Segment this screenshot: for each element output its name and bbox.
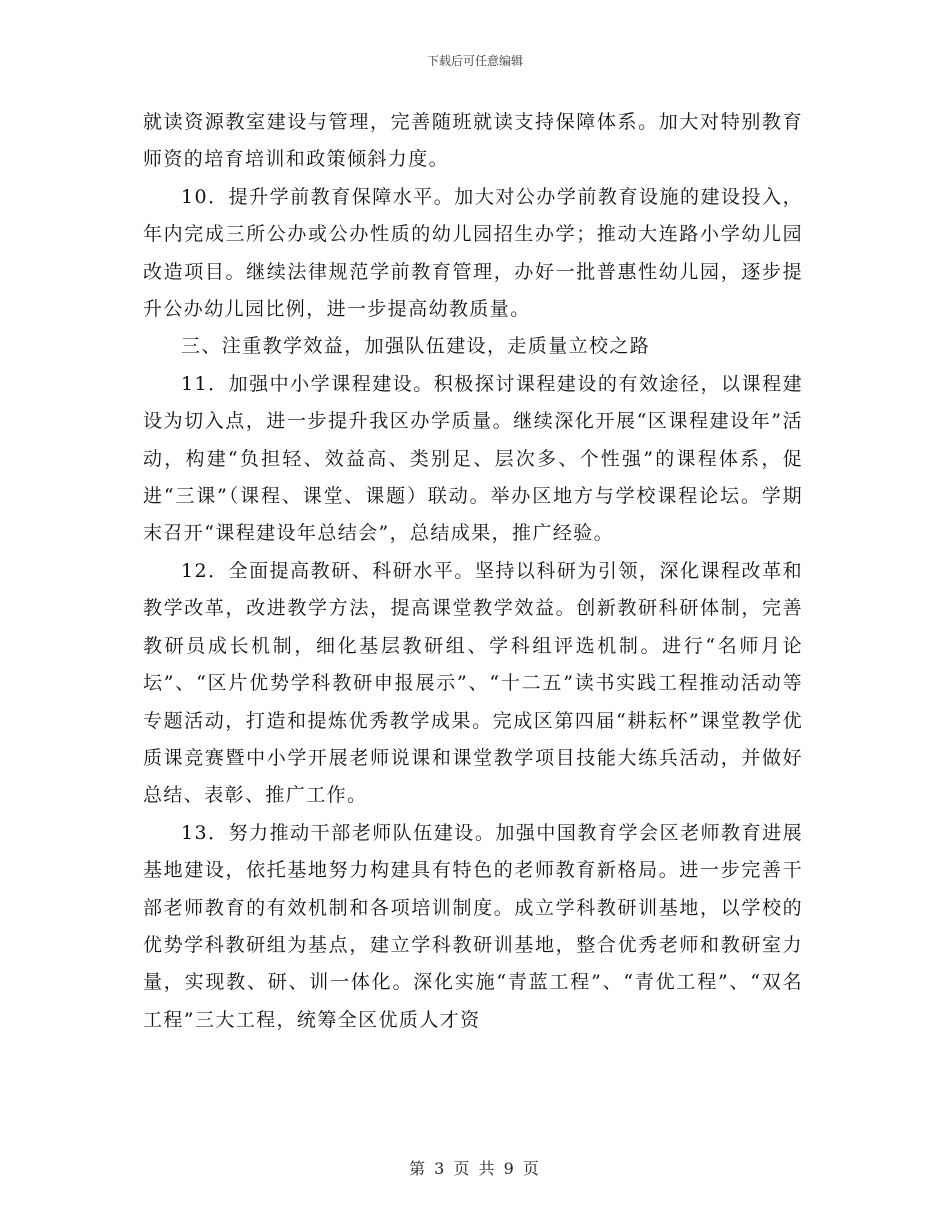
section-heading: 三、注重教学效益，加强队伍建设，走质量立校之路	[181, 335, 651, 358]
page-footer: 第 3 页 共 9 页	[409, 1159, 541, 1178]
paragraph-1: 就读资源教室建设与管理，完善随班就读支持保障体系。加大对特别教育师资的培育培训和政策倾斜力度。	[143, 111, 803, 171]
paragraph-5: 13．努力推动干部老师队伍建设。加强中国教育学会区老师教育进展基地建设，依托基地努力构建具有特色的老师教育新格局。进一步完善干部老师教育的有效机制和各项培训制度。成立学科教研训基地，以学校的优势学科教研组为基点，建立学科教研训基地，整合优秀老师和教研室力量，实现教、研、训一体化。深化实施“青蓝工程”、“青优工程”、“双名工程”三大工程，统筹全区优质人才资	[143, 821, 803, 1031]
paragraph-3: 11．加强中小学课程建设。积极探讨课程建设的有效途径，以课程建设为切入点，进一步提升我区办学质量。继续深化开展“区课程建设年”活动，构建“负担轻、效益高、类别足、层次多、个性强”的课程体系，促进“三课”（课程、课堂、课题）联动。举办区地方与学校课程论坛。学期末召开“课程建设年总结会”，总结成果，推广经验。	[143, 372, 803, 545]
paragraph-4: 12．全面提高教研、科研水平。坚持以科研为引领，深化课程改革和教学改革，改进教学方法，提高课堂教学效益。创新教研科研体制，完善教研员成长机制，细化基层教研组、学科组评选机制。进行“名师月论坛”、“区片优势学科教研申报展示”、“十二五”读书实践工程推动活动等专题活动，打造和提炼优秀教学成果。完成区第四届“耕耘杯”课堂教学优质课竞赛暨中小学开展老师说课和课堂教学项目技能大练兵活动，并做好总结、表彰、推广工作。	[143, 559, 803, 807]
paragraph-2: 10．提升学前教育保障水平。加大对公办学前教育设施的建设投入，年内完成三所公办或公办性质的幼儿园招生办学；推动大连路小学幼儿园改造项目。继续法律规范学前教育管理，办好一批普惠性幼儿园，逐步提升公办幼儿园比例，进一步提高幼教质量。	[143, 185, 803, 321]
page-header: 下载后可任意编辑	[426, 54, 523, 68]
document-body	[143, 104, 803, 1039]
